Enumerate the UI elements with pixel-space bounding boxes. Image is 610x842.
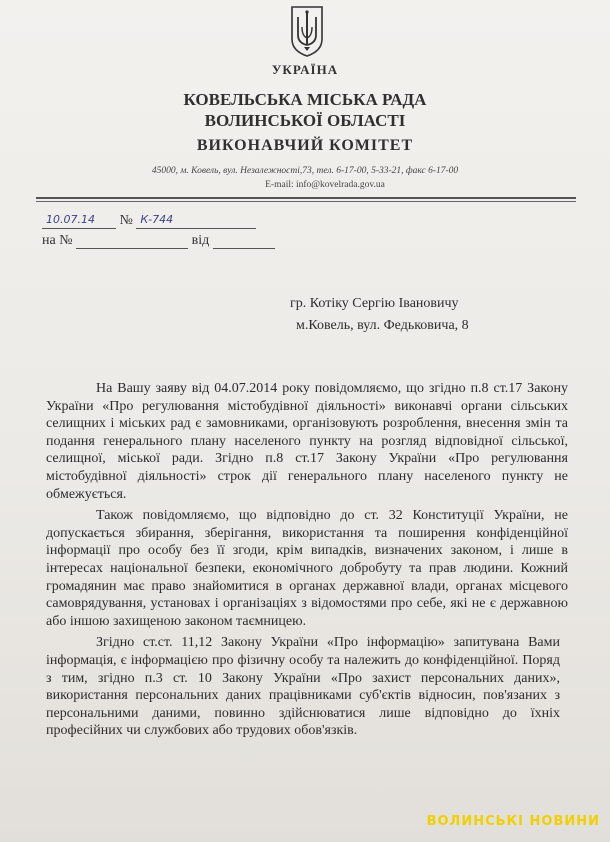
incoming-number-field: [76, 248, 188, 249]
country-name: УКРАЇНА: [271, 62, 339, 77]
header-divider-thin: [36, 201, 576, 202]
council-address: 45000, м. Ковель, вул. Незалежності,73, тел. 6-17-00, 5-33-21, факс 6-17-00: [151, 166, 459, 176]
recipient-address: м.Ковель, вул. Федьковича, 8: [296, 318, 469, 333]
recipient-name: гр. Котіку Сергію Івановичу: [290, 296, 459, 311]
outgoing-date-field: [42, 212, 116, 229]
letter-body: [46, 380, 568, 740]
incoming-reference: [42, 233, 275, 249]
body-paragraph-1: На Вашу заяву від 04.07.2014 року повідомляємо, що згідно п.8 ст.17 Закону України «Про регулювання містобудівної діяльності» виконавчі органи сільських селищних і міських рад є замовниками, організовують розроблення, внесення змін та подання генерального плану населеного пункту на розгляд відповідної сільської, селищної, міської ради. Згідно п.8 ст.17 Закону України «Про регулювання містобудівної діяльності» строк дії генерального плану населеного пункту не обмежується.: [46, 381, 568, 502]
number-label: №: [119, 213, 133, 228]
council-email: E-mail: info@kovelrada.gov.ua: [265, 180, 385, 190]
header-divider-thick: [36, 197, 576, 199]
body-paragraph-3: Згідно ст.ст. 11,12 Закону України «Про інформацію» запитувана Вами інформація, є інформацією про фізичну особу та належить до конфіденційної. Поряд з тим, згідно п.3 ст. 10 Закону України «Про захист персональних даних», використання персональних даних працівниками суб'єктів відносин, пов'язаних з персональними даними, повинно здійснюватися лише відповідно до їхніх професійних чи службових або трудових обов'язків.: [46, 635, 560, 739]
from-label: від: [191, 233, 210, 248]
incoming-date-field: [213, 248, 275, 249]
outgoing-date: 10.07.14: [46, 213, 95, 226]
council-name: КОВЕЛЬСЬКА МІСЬКА РАДА: [183, 90, 427, 109]
outgoing-number: К-744: [140, 213, 174, 226]
trident-coat-of-arms-icon: [289, 5, 325, 57]
outgoing-number-field: [136, 212, 256, 229]
outgoing-reference: [42, 212, 256, 229]
committee-name: ВИКОНАВЧИЙ КОМІТЕТ: [196, 137, 414, 154]
council-region: ВОЛИНСЬКОЇ ОБЛАСТІ: [204, 111, 406, 130]
response-prefix: на №: [42, 233, 73, 248]
body-paragraph-2: Також повідомляємо, що відповідно до ст. 32 Конституції України, не допускається збирання, зберігання, використання та поширення конфіденційної інформації про особу без її згоди, крім випадків, визначених законом, і лише в інтересах національної безпеки, економічного добробуту та прав людини. Кожний громадянин має право знайомитися в органах державної влади, органах місцевого самоврядування, установах і організаціях з відомостями про себе, які не є державною або іншою захищеною законом таємницею.: [46, 508, 568, 629]
news-watermark: ВОЛИНСЬКІ НОВИНИ: [426, 814, 600, 829]
